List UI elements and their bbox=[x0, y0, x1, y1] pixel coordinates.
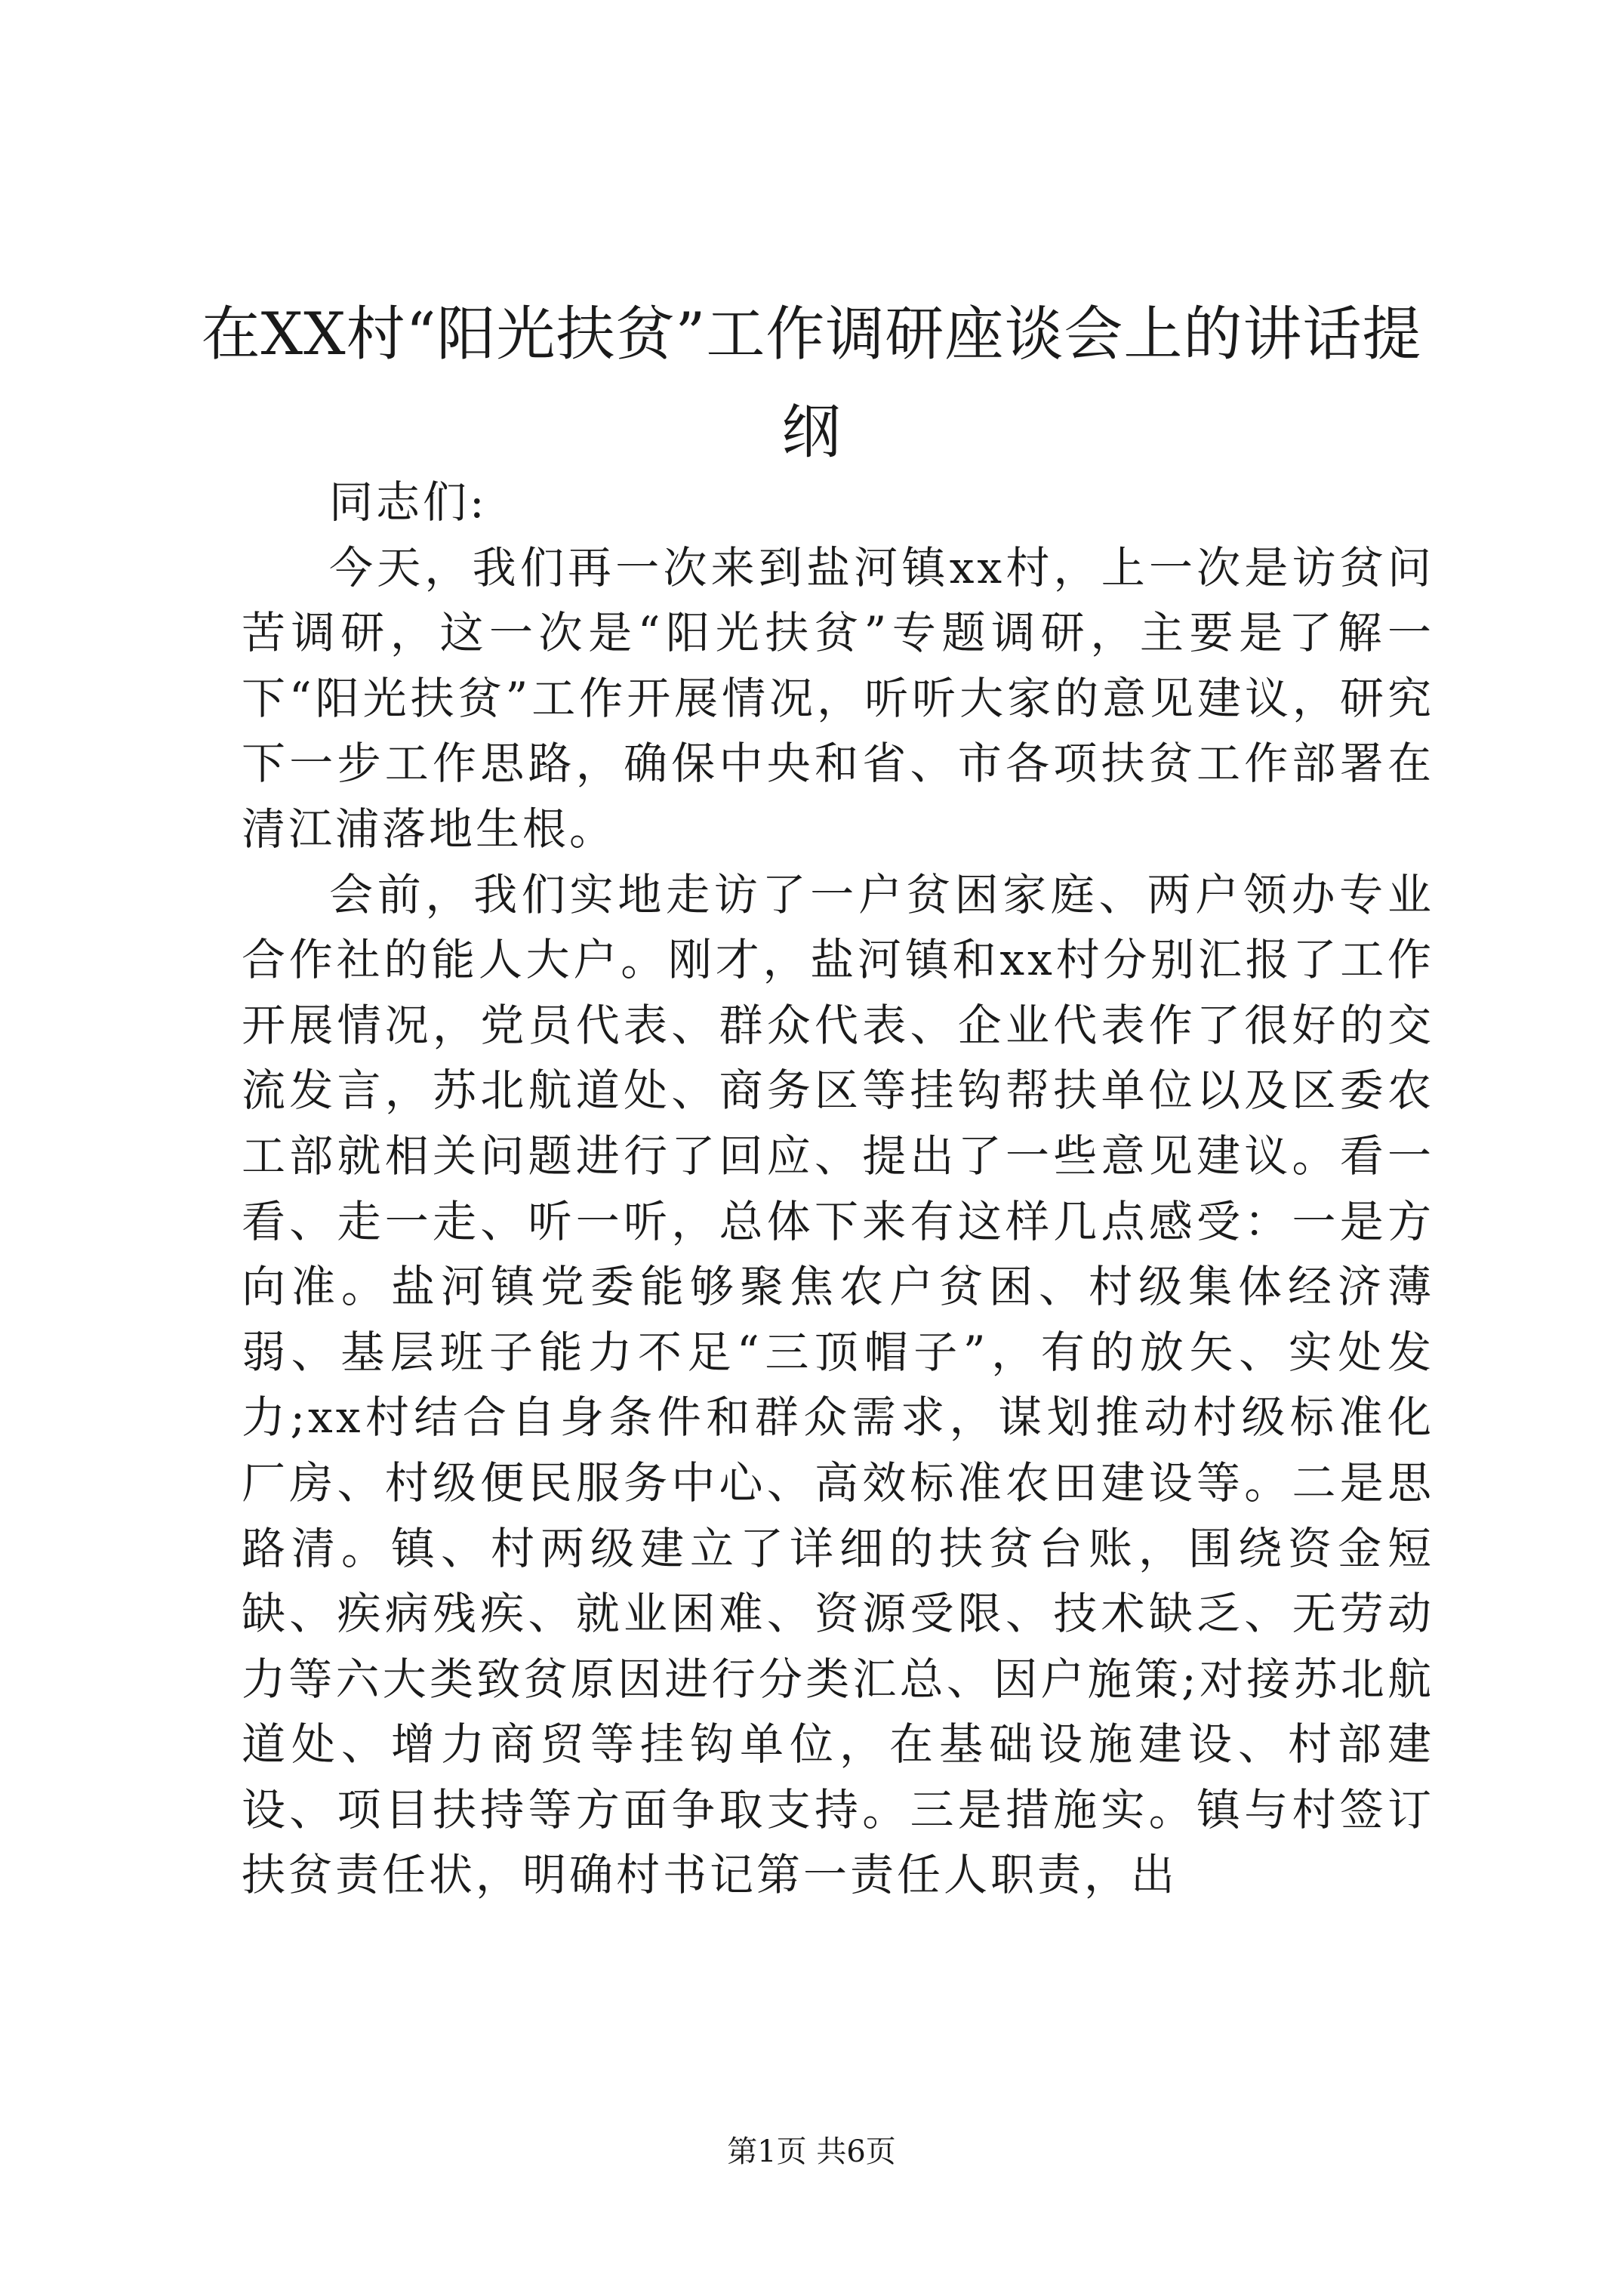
page-footer: 第1页 共6页 bbox=[727, 2134, 896, 2169]
paragraph-intro: 今天，我们再一次来到盐河镇xx村，上一次是访贫问苦调研，这一次是“阳光扶贫”专题调研，主要是了解一下“阳光扶贫”工作开展情况，听听大家的意见建议，研究下一步工作思路，确保中央和省、市各项扶贫工作部署在清江浦落地生根。 bbox=[242, 541, 1434, 855]
paragraph-greeting: 同志们: bbox=[329, 476, 488, 528]
paragraph-observations: 会前，我们实地走访了一户贫困家庭、两户领办专业合作社的能人大户。刚才，盐河镇和xx村分别汇报了工作开展情况，党员代表、群众代表、企业代表作了很好的交流发言，苏北航道处、商务区等挂钩帮扶单位以及区委农工部就相关问题进行了回应、提出了一些意见建议。看一看、走一走、听一听，总体下来有这样几点感受：一是方向准。盐河镇党委能够聚焦农户贫困、村级集体经济薄弱、基层班子能力不足“三顶帽子”，有的放矢、实处发力;xx村结合自身条件和群众需求，谋划推动村级标准化厂房、村级便民服务中心、高效标准农田建设等。二是思路清。镇、村两级建立了详细的扶贫台账，围绕资金短缺、疾病残疾、就业困难、资源受限、技术缺乏、无劳动力等六大类致贫原因进行分类汇总、因户施策;对接苏北航道处、增力商贸等挂钩单位，在基础设施建设、村部建设、项目扶持等方面争取支持。三是措施实。镇与村签订扶贫责任状，明确村书记第一责任人职责，出 bbox=[242, 868, 1434, 1901]
document-title: 在XX村“阳光扶贫”工作调研座谈会上的讲话提纲 bbox=[201, 300, 1422, 467]
document-body bbox=[242, 470, 1434, 1908]
